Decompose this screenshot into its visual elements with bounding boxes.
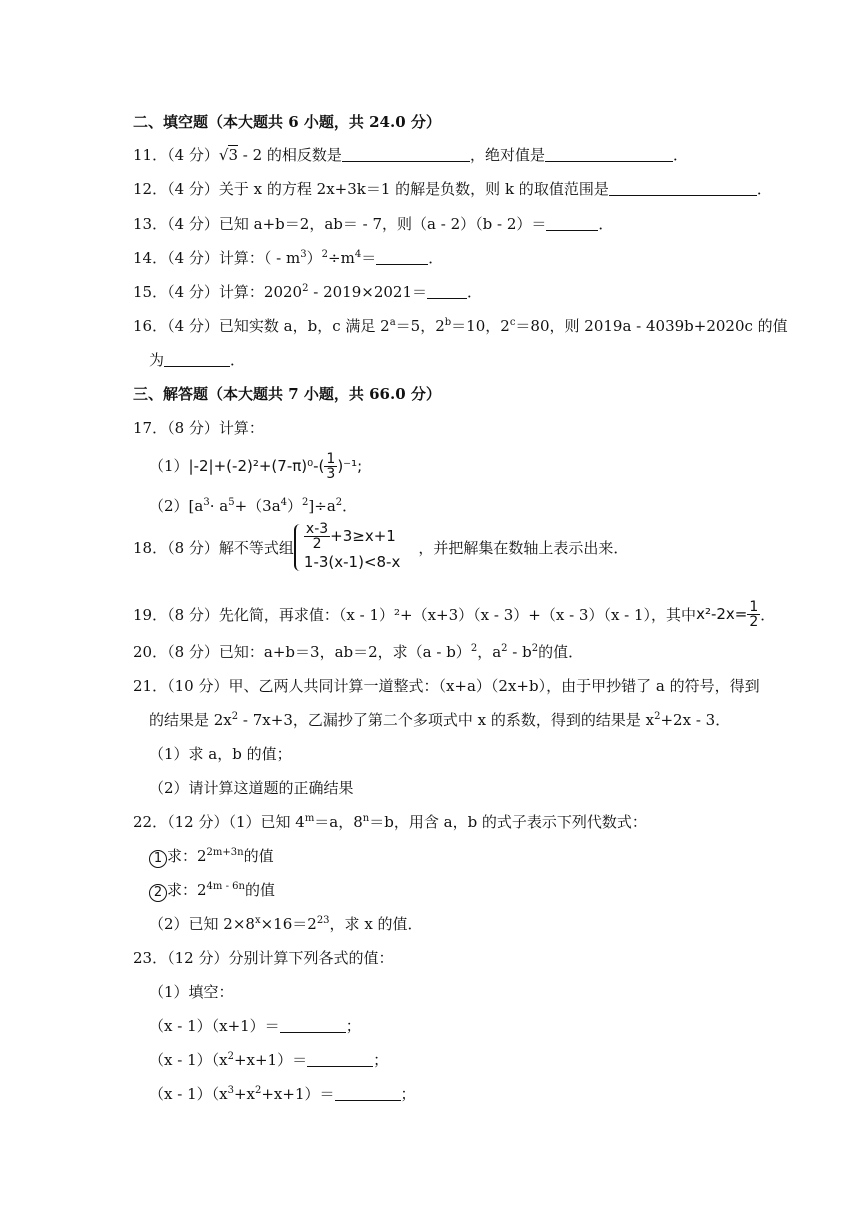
math-expression: |-2|+(-2)²+(7-π)⁰-( $\frac{1}{3}$ )⁻¹; — [188, 451, 363, 482]
question-23: 23．（12 分）分别计算下列各式的值： — [133, 949, 394, 967]
question-19: 19．（8 分）先化简，再求值：（x - 1）²+（x+3）（x - 3）+（x - 3）（x - 1），其中x²-2x= $\frac{1}{2}$ ． — [133, 599, 776, 630]
question-number: 18．（8 分）解不等式组 — [133, 539, 294, 557]
question-number: 14．（4 分） — [133, 249, 219, 267]
answer-blank[interactable] — [545, 147, 673, 162]
question-21: 21．（10 分）甲、乙两人共同计算一道整式：（x+a）（2x+b），由于甲抄错了 a 的符号，得到 — [133, 677, 760, 695]
question-number: 21．（10 分） — [133, 677, 229, 695]
answer-blank[interactable] — [427, 284, 467, 299]
answer-blank[interactable] — [307, 1052, 373, 1067]
question-22-item-1: 1 求：$2^{2m+3n}$的值 — [149, 846, 274, 868]
section-heading-fill-in: 二、填空题（本大题共 6 小题，共 24.0 分） — [133, 113, 441, 131]
circled-number-icon: 2 — [149, 884, 167, 902]
question-21-part-2: （2）请计算这道题的正确结果 — [149, 779, 354, 797]
question-17-part-2: $(2)[a^3\cdot a^5+(3a^4)^2]\div a^2$． — [149, 497, 358, 515]
question-12: 12．（4 分）关于 x 的方程 2x+3k＝1 的解是负数，则 k 的取值范围是 ． — [133, 180, 772, 198]
question-number: 13．（4 分） — [133, 215, 219, 233]
question-16-continued: 为 ． — [149, 351, 246, 369]
question-20: 20．（8 分）已知：a+b＝3，ab＝2，求（a - b）$^2$，$a^2 - b^2$的值． — [133, 643, 584, 661]
question-number: 20．（8 分） — [133, 643, 219, 661]
question-22: 22．（12 分）（1）已知 $4^m=a$，$8^n=b$，用含 a，b 的式子表示下列代数式： — [133, 813, 647, 831]
answer-blank[interactable] — [335, 1086, 401, 1101]
question-15: 15．（4 分）计算：2020$^2$ - 2019×2021＝ ． — [133, 283, 483, 301]
question-23-row-1: （x - 1）（x+1）＝ ； — [149, 1017, 361, 1035]
question-22-item-2: 2 求：$2^{4m - 6n}$的值 — [149, 880, 275, 902]
question-17: 17．（8 分）计算： — [133, 419, 264, 437]
question-number: 16．（4 分） — [133, 317, 219, 335]
answer-blank[interactable] — [280, 1018, 346, 1033]
radical-icon: √ — [218, 146, 229, 164]
circled-number-icon: 1 — [149, 850, 167, 868]
question-14: 14．（4 分）计算：（ - $m^3)^2\div m^4=$ ． — [133, 249, 444, 267]
answer-blank[interactable] — [609, 181, 757, 196]
answer-blank[interactable] — [376, 250, 428, 265]
question-13: 13．（4 分）已知 a+b＝2，ab＝ - 7，则（a - 2）（b - 2）＝ ． — [133, 215, 614, 233]
section-heading-solve: 三、解答题（本大题共 7 小题，共 66.0 分） — [133, 385, 441, 403]
question-number: 12．（4 分） — [133, 180, 219, 198]
answer-blank[interactable] — [342, 147, 470, 162]
question-22-part-2: （2）已知 $2\times 8^x\times 16=2^{23}$，求 x 的值． — [149, 915, 423, 933]
answer-blank[interactable] — [164, 352, 230, 367]
question-18: 18．（8 分）解不等式组 $\frac{x-3}{2}$ +3≥x+1 1-3(x-1)<8-x ，并把解集在数轴上表示出来． — [133, 521, 629, 571]
brace-icon — [294, 524, 303, 571]
question-number: 11．（4 分） — [133, 146, 219, 164]
fraction: $\frac{1}{3}$ — [326, 451, 336, 482]
question-11: 11．（4 分）√3 - 2 的相反数是 ，绝对值是 ． — [133, 146, 688, 164]
question-number: 19．（8 分） — [133, 606, 219, 624]
question-number: 22．（12 分） — [133, 813, 229, 831]
sqrt-expression: √3 — [218, 146, 239, 164]
answer-blank[interactable] — [546, 216, 598, 231]
question-23-part-1: （1）填空： — [149, 983, 234, 1001]
question-21-part-1: （1）求 a，b 的值； — [149, 745, 292, 763]
condition-expression: x²-2x= $\frac{1}{2}$ — [696, 599, 759, 630]
question-17-part-1: （1）|-2|+(-2)²+(7-π)⁰-( $\frac{1}{3}$ )⁻¹; — [149, 451, 363, 482]
question-number: 23．（12 分） — [133, 949, 229, 967]
question-number: 15．（4 分） — [133, 283, 219, 301]
question-23-row-2: $(x - 1)(x^2+x+1)=$ ； — [149, 1051, 389, 1069]
question-21-continued: 的结果是 $2x^2 - 7x+3$，乙漏抄了第二个多项式中 x 的系数，得到的结果是 $x^2+2x - 3$． — [149, 711, 731, 729]
question-23-row-3: $(x - 1)(x^3+x^2+x+1)=$ ； — [149, 1085, 416, 1103]
inequality-system: $\frac{x-3}{2}$ +3≥x+1 1-3(x-1)<8-x — [294, 522, 400, 573]
question-16: 16．（4 分）已知实数 a，b，c 满足 $2^a=5$，$2^b=10$，$2^c=80$，则 2019a - 4039b+2020c 的值 — [133, 317, 788, 335]
